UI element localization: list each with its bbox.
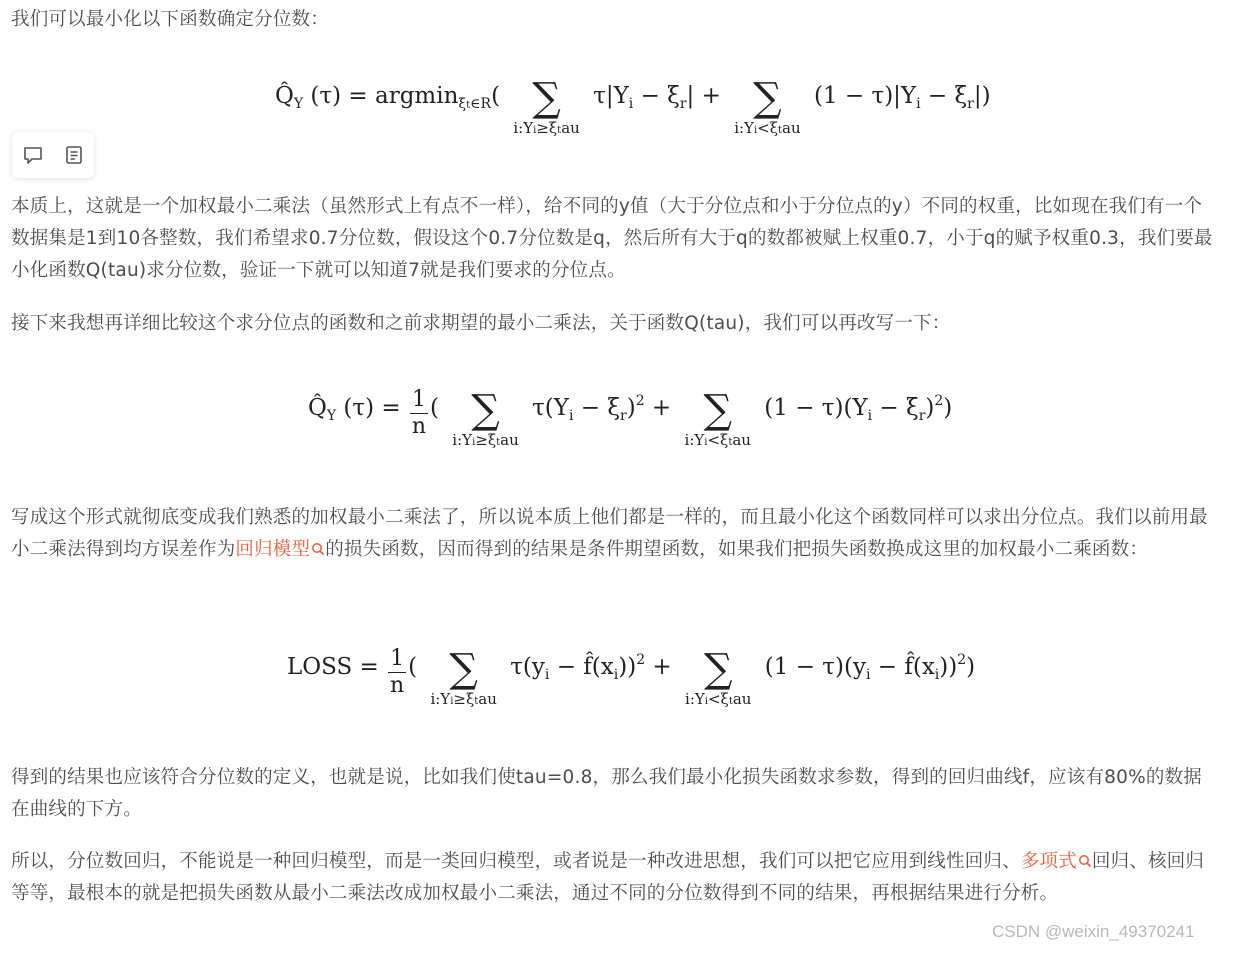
sum-operator: ∑ i:Yi<ξtau [734,75,801,137]
paragraph-tau-example: 得到的结果也应该符合分位数的定义，也就是说，比如我们使tau=0.8，那么我们最小化损失函数求参数，得到的回归曲线f，应该有80%的数据在曲线的下方。 [11,767,1202,820]
paragraph-weighted-least-squares: 本质上，这就是一个加权最小二乘法（虽然形式上有点不一样），给不同的y值（大于分位点和小于分位点的y）不同的权重，比如现在我们有一个数据集是1到10各整数，我们希望求0.7分位数，假设这个0.7分位数是q，然后所有大于q的数都被赋上权重0.7，小于q的赋予权重0.3，我们要最小化函数Q(tau)求分位数，验证一下就可以知道7就是我们要求的分位点。 [11,196,1213,281]
note-button[interactable] [60,141,88,169]
fraction: $\frac{1}{n}$ [390,646,405,698]
paragraph-text: 的损失函数，因而得到的结果是条件期望函数，如果我们把损失函数换成这里的加权最小二乘函数： [325,539,1149,560]
paragraph-intro: 我们可以最小化以下函数确定分位数： [11,9,329,30]
paragraph-text: 写成这个形式就彻底变成我们熟悉的加权最小二乘法了，所以说本质上他们都是一样的，而且最小化这个函数同样可以求出分位点。我们以前用最小二乘法得到均方误差作为 [11,507,1208,560]
link-regression-model[interactable]: 回归模型 [235,539,325,560]
search-icon [311,542,325,556]
link-polynomial[interactable]: 多项式 [1021,851,1092,872]
equation-quantile-argmin: $Q̂_Y$ (τ) = argmin$_{\xi t\in R}$( ∑ i:Yi≥ξtau $\tau|Y_i - \xi_r|$ + ∑ i:Yi<ξtau $(1 - \tau)|Y_i - \xi_r|$) [275,78,991,141]
sum-operator: ∑ i:Yi<ξtau [684,387,751,449]
sum-operator: ∑ i:Yi≥ξtau [513,75,580,137]
comment-button[interactable] [19,141,47,169]
paragraph-conclusion [11,846,1217,910]
selection-toolbar [12,132,94,178]
sum-operator: ∑ i:Yi≥ξtau [452,387,519,449]
search-icon [1078,854,1092,868]
csdn-watermark: CSDN @weixin_49370241 [992,922,1195,941]
paragraph-rewrite: 接下来我想再详细比较这个求分位点的函数和之前求期望的最小二乘法，关于函数Q(tau)，我们可以再改写一下： [11,313,951,334]
fraction: $\frac{1}{n}$ [411,387,427,439]
sum-operator: ∑ i:Yi≥ξtau [430,646,497,708]
sum-operator: ∑ i:Yi<ξtau [685,646,752,708]
paragraph-text: 所以，分位数回归，不能说是一种回归模型，而是一类回归模型，或者说是一种改进思想，我们可以把它应用到线性回归、 [11,851,1021,872]
comment-icon [22,144,44,166]
equation-quantile-squared: $Q̂_Y$ (τ) = $\frac{1}{n}$ ( ∑ i:Yi≥ξtau $\tau(Y_i - \xi_r)^2$ + ∑ i:Yi<ξtau $(1 - \tau)(Y_i - \xi_r)^2$) [308,387,952,453]
paragraph-loss-function [11,502,1217,566]
note-icon [63,144,85,166]
paragraph-text: 回归、核回归等等，最根本的就是把损失函数从最小二乘法改成加权最小二乘法，通过不同的分位数得到不同的结果，再根据结果进行分析。 [11,851,1205,904]
equation-loss: LOSS = $\frac{1}{n}$ ( ∑ i:Yi≥ξtau $\tau(y_i$ − $f̂(x_i))^2$ + ∑ i:Yi<ξtau $(1 - \tau)(y_i$ − $f̂(x_i))^2$) [287,646,975,712]
